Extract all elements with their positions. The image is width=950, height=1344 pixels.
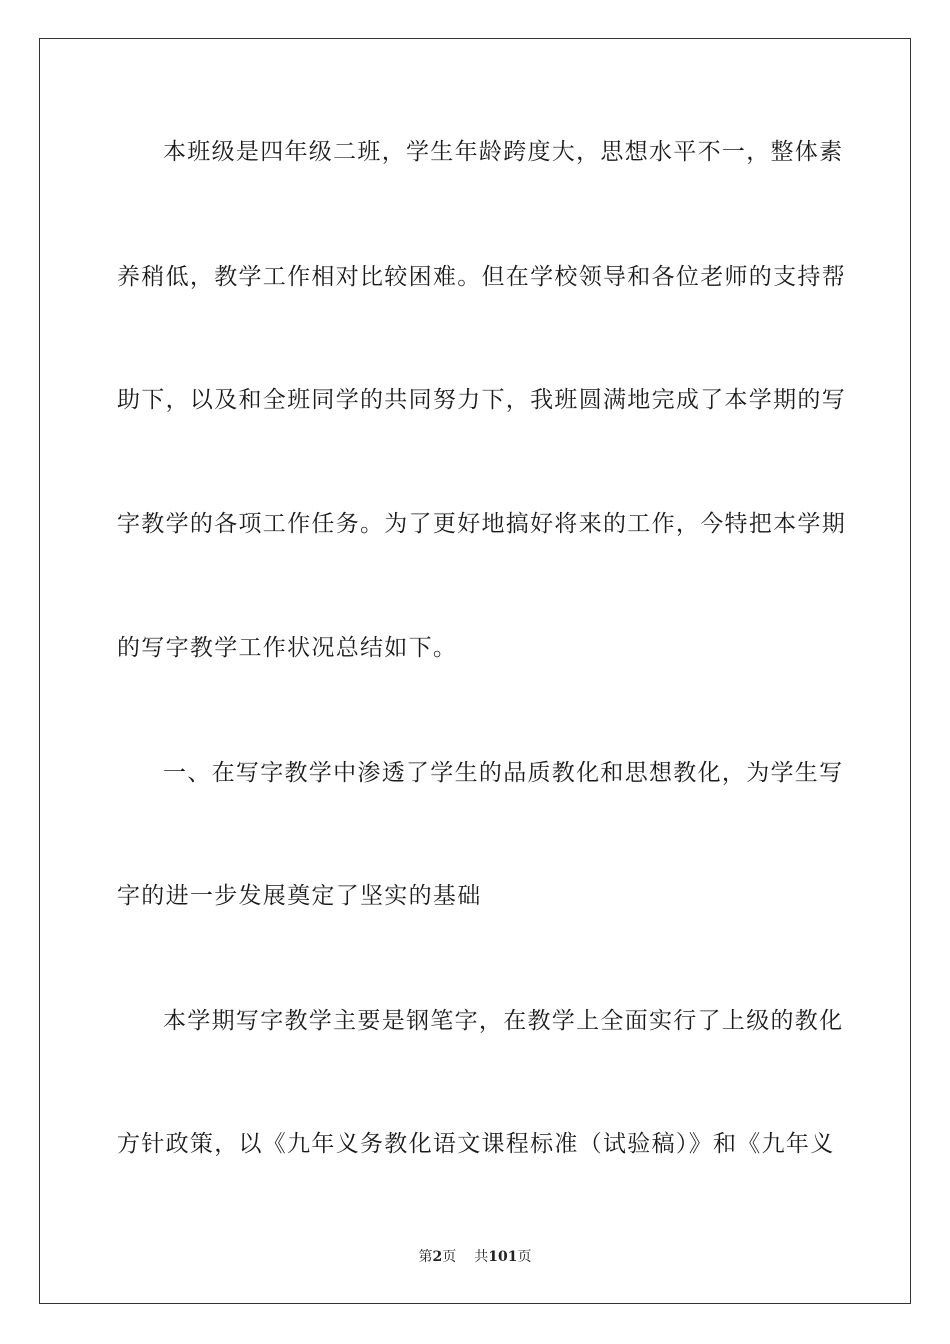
paragraph-line: 方针政策，以《九年义务教化语文课程标准（试验稿）》和《九年义 [117,1131,835,1157]
total-suffix: 页 [517,1249,532,1265]
paragraph-line: 字教学的各项工作任务。为了更好地搞好将来的工作，今特把本学期 [117,511,846,537]
total-pages: 101 [488,1249,518,1265]
page-prefix: 第 [418,1249,433,1265]
paragraph-line: 养稍低，教学工作相对比较困难。但在学校领导和各位老师的支持帮 [117,264,846,290]
paragraph-line: 本班级是四年级二班，学生年龄跨度大，思想水平不一，整体素 [163,139,844,165]
paragraph-line: 的写字教学工作状况总结如下。 [117,635,458,661]
page-number: 2 [432,1249,443,1265]
page-border [39,38,911,1304]
total-prefix: 共 [474,1249,489,1265]
page-suffix: 页 [442,1249,457,1265]
paragraph-line: 本学期写字教学主要是钢笔字，在教学上全面实行了上级的教化 [163,1008,844,1034]
section-heading-line: 字的进一步发展奠定了坚实的基础 [117,883,482,909]
section-heading-line: 一、在写字教学中渗透了学生的品质教化和思想教化，为学生写 [163,760,844,786]
page-footer [0,1248,950,1266]
paragraph-line: 助下，以及和全班同学的共同努力下，我班圆满地完成了本学期的写 [117,387,846,413]
